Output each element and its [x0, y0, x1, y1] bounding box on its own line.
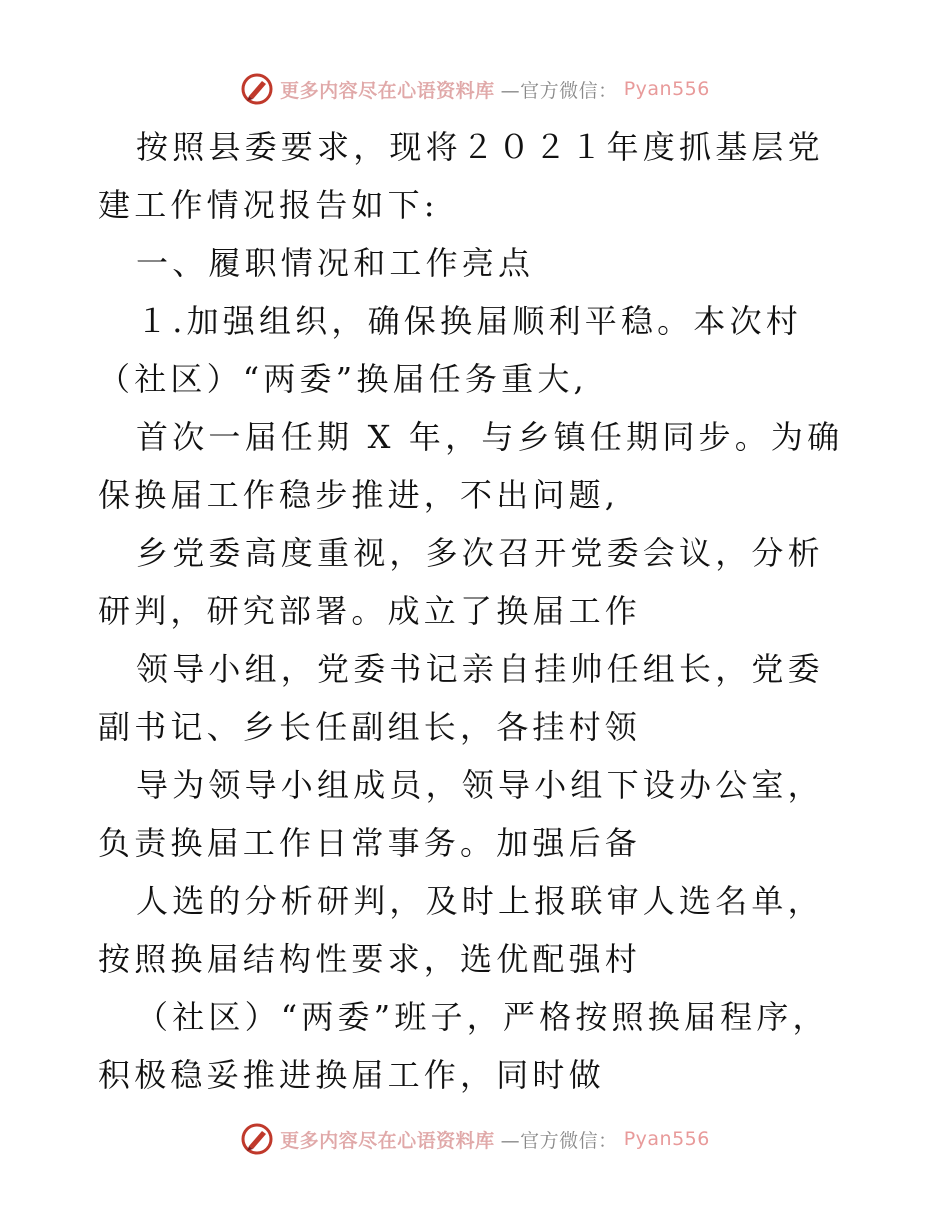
pen-logo-icon — [240, 72, 274, 106]
document-body — [98, 118, 858, 1104]
footer-watermark-banner — [0, 1122, 950, 1156]
banner-wechat-id: Pyan556 — [623, 78, 710, 100]
paragraph-intro: 按照县委要求，现将２０２１年度抓基层党建工作情况报告如下: — [98, 128, 824, 224]
paragraph-term: 首次一届任期 X 年，与乡镇任期同步。为确保换届工作稳步推进，不出问题, — [98, 418, 844, 514]
paragraph-item-1: １.加强组织，确保换届顺利平稳。本次村（社区）“两委”换届任务重大, — [98, 302, 802, 398]
paragraph-committee: 乡党委高度重视，多次召开党委会议，分析研判，研究部署。成立了换届工作 — [98, 534, 824, 630]
paragraph-candidates: 人选的分析研判，及时上报联审人选名单，按照换届结构性要求，选优配强村 — [98, 882, 824, 978]
section-heading: 一、履职情况和工作亮点 — [136, 244, 535, 282]
paragraph-procedure: （社区）“两委”班子，严格按照换届程序，积极稳妥推进换届工作，同时做 — [98, 998, 829, 1094]
banner-brand-text: 更多内容尽在心语资料库 — [280, 1129, 495, 1152]
header-watermark-banner — [0, 72, 950, 106]
banner-brand-text: 更多内容尽在心语资料库 — [280, 79, 495, 102]
banner-wechat-id: Pyan556 — [623, 1128, 710, 1150]
paragraph-leadership: 领导小组，党委书记亲自挂帅任组长，党委副书记、乡长任副组长，各挂村领 — [98, 650, 824, 746]
banner-official-text: —官方微信： — [500, 79, 618, 102]
paragraph-office: 导为领导小组成员，领导小组下设办公室，负责换届工作日常事务。加强后备 — [98, 766, 824, 862]
banner-official-text: —官方微信： — [500, 1129, 618, 1152]
pen-logo-icon — [240, 1122, 274, 1156]
